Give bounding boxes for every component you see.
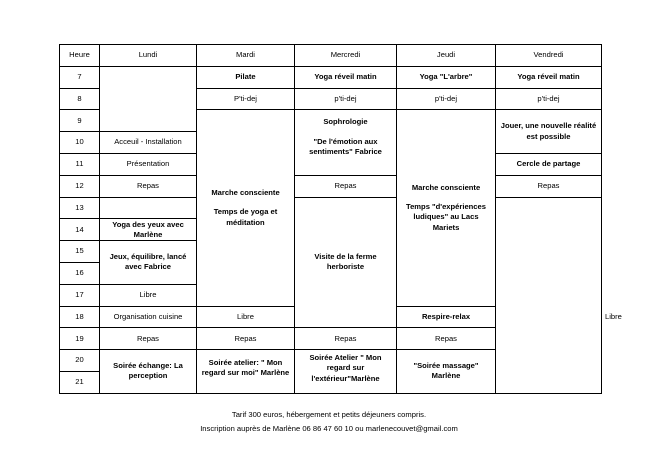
hour-cell: 17 [60,284,100,306]
table-row [60,175,602,197]
mercredi-visite: Visite de la ferme herboriste [295,197,397,328]
hour-cell: 19 [60,328,100,350]
lundi-presentation: Présentation [100,153,197,175]
hour-cell: 20 [60,350,100,372]
mardi-marche-block [197,110,295,306]
mercredi-yoga: Yoga réveil matin [295,66,397,88]
lundi-libre: Libre [100,284,197,306]
vendredi-jouer: Jouer, une nouvelle réalité est possible [496,110,602,154]
mercredi-ptidej: p'ti-dej [295,88,397,110]
header-lundi: Lundi [100,45,197,67]
vendredi-cercle: Cercle de partage [496,153,602,175]
vendredi-repas: Repas [496,175,602,197]
hour-cell: 7 [60,66,100,88]
header-row [60,45,602,67]
vendredi-empty-afternoon [496,197,602,393]
lundi-repas-soir: Repas [100,328,197,350]
jeudi-marche: Marche consciente [411,182,481,192]
jeudi-yoga: Yoga "L'arbre" [397,66,496,88]
jeudi-soiree: "Soirée massage" Marlène [397,350,496,394]
hour-cell: 16 [60,262,100,284]
lundi-yoga-yeux: Yoga des yeux avec Marlène [100,219,197,241]
mardi-libre: Libre [197,306,295,328]
mercredi-respire: Respire-relax [397,306,496,328]
footer-contact: Inscription auprès de Marlène 06 86 47 60 10 ou marlenecouvet@gmail.com [200,424,458,433]
lundi-empty-13 [100,197,197,219]
table-row: 18 Organisation cuisine Libre Respire-relax Libre [60,306,602,328]
hour-cell: 21 [60,371,100,393]
hour-cell: 9 [60,110,100,132]
mercredi-soiree: Soirée Atelier " Mon regard sur l'extérieur"Marlène [295,350,397,394]
header-mardi: Mardi [197,45,295,67]
jeudi-ptidej: p'ti-dej [397,88,496,110]
hour-cell: 11 [60,153,100,175]
header-jeudi: Jeudi [397,45,496,67]
mardi-soiree: Soirée atelier: " Mon regard sur moi" Marlène [197,350,295,394]
header-mercredi: Mercredi [295,45,397,67]
hour-cell: 13 [60,197,100,219]
vendredi-ptidej: p'ti-dej [496,88,602,110]
lundi-soiree: Soirée échange: La perception [100,350,197,394]
mardi-temps-yoga: Temps de yoga et méditation [213,207,278,227]
table-row [60,66,602,88]
lundi-organisation: Organisation cuisine [100,306,197,328]
header-vendredi: Vendredi [496,45,602,67]
mardi-repas: Repas [197,328,295,350]
mardi-ptidej: P'ti-dej [197,88,295,110]
jeudi-repas: Repas [397,328,496,350]
schedule-table [59,44,622,394]
hour-cell: 15 [60,241,100,263]
hour-cell: 8 [60,88,100,110]
lundi-acceuil: Acceuil - Installation [100,132,197,154]
jeudi-marche-block [397,110,496,306]
mercredi-repas-soir: Repas [295,328,397,350]
vendredi-yoga: Yoga réveil matin [496,66,602,88]
mercredi-emotion: "De l'émotion aux sentiments" Fabrice [309,136,382,156]
lundi-repas: Repas [100,175,197,197]
lundi-empty-morning [100,66,197,131]
lundi-jeux: Jeux, équilibre, lancé avec Fabrice [100,241,197,285]
mardi-marche: Marche consciente [211,188,280,198]
mercredi-sophrologie: Sophrologie [323,117,368,127]
hour-cell: 10 [60,132,100,154]
footer-price: Tarif 300 euros, hébergement et petits déjeuners compris. [231,410,427,419]
table-row [60,197,602,219]
jeudi-temps: Temps "d'expériences ludiques" au Lacs Mariets [406,202,486,232]
mercredi-sophro-block [295,110,397,175]
hour-cell: 12 [60,175,100,197]
hour-cell: 18 [60,306,100,328]
mercredi-repas: Repas [295,175,397,197]
hour-cell: 14 [60,219,100,241]
mardi-pilate: Pilate [197,66,295,88]
header-heure: Heure [60,45,100,67]
